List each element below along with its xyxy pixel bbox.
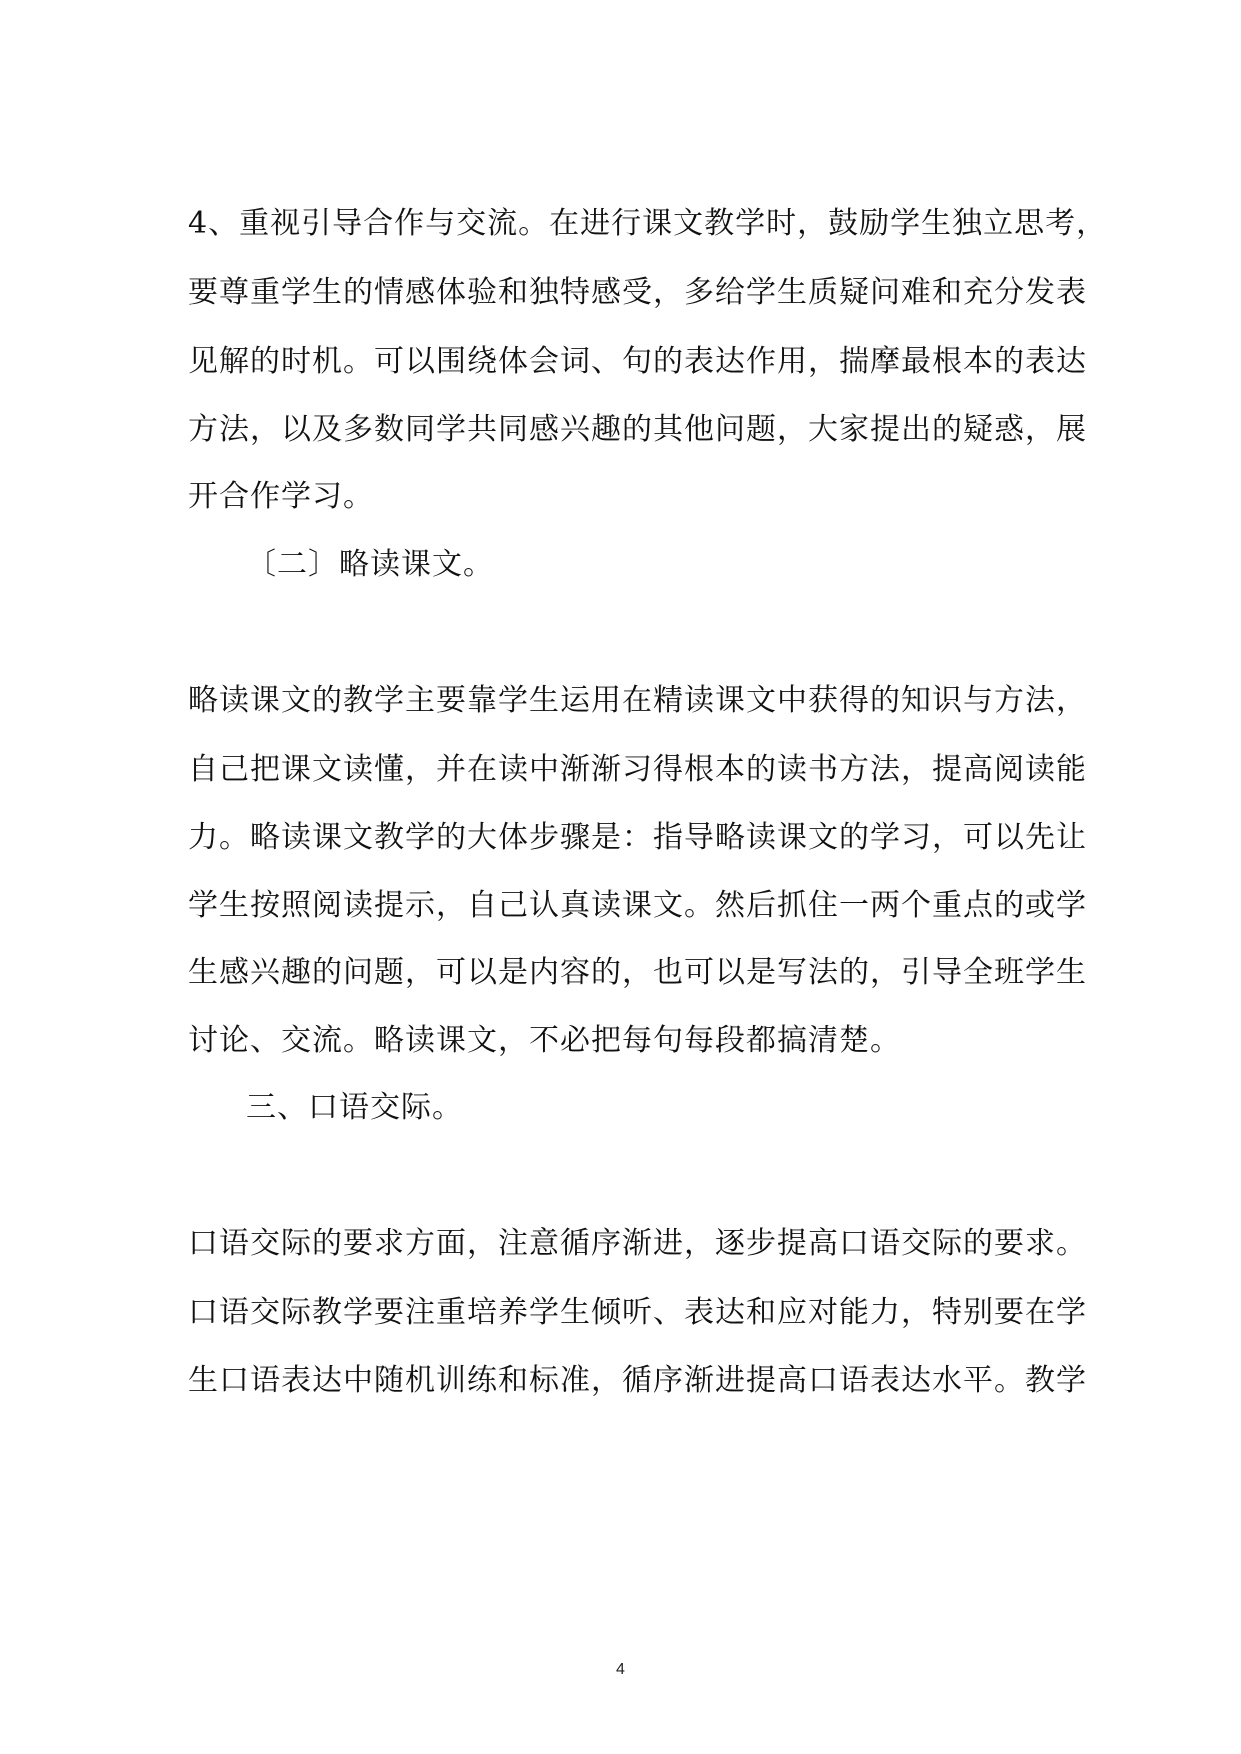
section-heading-oral-communication: 三、口语交际。 [246, 1090, 463, 1125]
section-heading-skim-reading: 〔二〕略读课文。 [246, 547, 494, 582]
paragraph-2-line-5: 生感兴趣的问题，可以是内容的，也可以是写法的，引导全班学生 [188, 955, 1087, 990]
paragraph-2-line-2: 自己把课文读懂，并在读中渐渐习得根本的读书方法，提高阅读能 [188, 752, 1087, 787]
paragraph-3-line-3: 生口语表达中随机训练和标准，循序渐进提高口语表达水平。教学 [188, 1363, 1087, 1398]
paragraph-2-line-4: 学生按照阅读提示，自己认真读课文。然后抓住一两个重点的或学 [188, 888, 1087, 923]
paragraph-2-line-1: 略读课文的教学主要靠学生运用在精读课文中获得的知识与方法， [188, 683, 1087, 718]
page-number: 4 [616, 1661, 625, 1678]
paragraph-2-line-6: 讨论、交流。略读课文，不必把每句每段都搞清楚。 [188, 1023, 901, 1058]
paragraph-3-line-1: 口语交际的要求方面，注意循序渐进，逐步提高口语交际的要求。 [188, 1226, 1087, 1261]
paragraph-2-line-3: 力。略读课文教学的大体步骤是：指导略读课文的学习，可以先让 [188, 820, 1087, 855]
paragraph-3-line-2: 口语交际教学要注重培养学生倾听、表达和应对能力，特别要在学 [188, 1295, 1087, 1330]
paragraph-1-line-2: 要尊重学生的情感体验和独特感受，多给学生质疑问难和充分发表 [188, 275, 1087, 310]
paragraph-1-line-5: 开合作学习。 [188, 479, 374, 514]
paragraph-1-line-3: 见解的时机。可以围绕体会词、句的表达作用，揣摩最根本的表达 [188, 344, 1087, 379]
paragraph-1-line-1: 4、重视引导合作与交流。在进行课文教学时，鼓励学生独立思考， [188, 206, 1108, 241]
paragraph-1-line-4: 方法，以及多数同学共同感兴趣的其他问题，大家提出的疑惑，展 [188, 412, 1087, 447]
